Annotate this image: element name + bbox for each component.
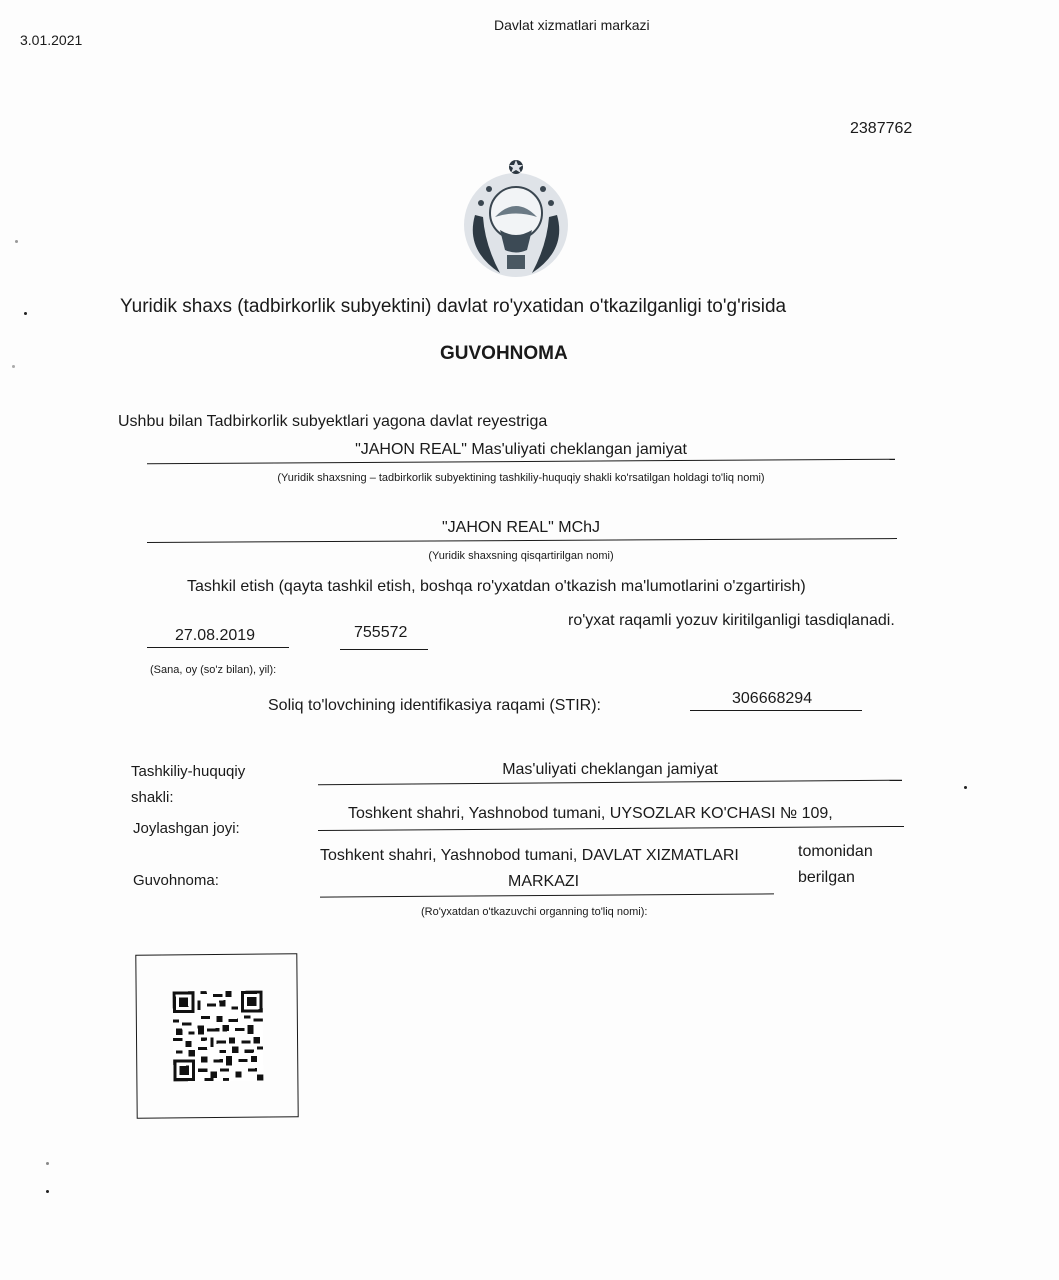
issuer-header: Davlat xizmatlari markazi: [494, 17, 650, 33]
qr-code-icon[interactable]: [173, 991, 264, 1082]
location-line: [318, 826, 904, 831]
location-label: Joylashgan joyi:: [133, 820, 240, 837]
registration-confirm: ro'yxat raqamli yozuv kiritilganligi tasdiqlanadi.: [568, 612, 895, 629]
page-title: GUVOHNOMA: [440, 343, 568, 364]
registration-action: Tashkil etish (qayta tashkil etish, boshqa ro'yxatdan o'tkazish ma'lumotlarini o'zgartirish): [187, 578, 806, 595]
full-name-caption: (Yuridik shaxsning – tadbirkorlik subyektining tashkiliy-huquqiy shakli ko'rsatilgan holdagi to'liq nomi): [277, 472, 765, 484]
document-number: 2387762: [850, 120, 913, 137]
registration-number-line: [340, 649, 428, 650]
certificate-label: Guvohnoma:: [133, 872, 219, 889]
short-name-value: "JAHON REAL" MChJ: [441, 519, 601, 536]
date-caption: (Sana, oy (so'z bilan), yil):: [150, 664, 277, 676]
issue-date: 3.01.2021: [20, 32, 83, 48]
certificate-suffix-2: berilgan: [798, 869, 855, 886]
legal-form-label-1: Tashkiliy-huquqiy: [131, 763, 246, 780]
registration-date-line: [147, 647, 289, 648]
short-name-caption: (Yuridik shaxsning qisqartirilgan nomi): [428, 550, 614, 562]
legal-form-label-2: shakli:: [131, 789, 174, 806]
full-name-line: [147, 459, 895, 465]
certificate-issuer-line: [320, 893, 774, 897]
scan-speck: [15, 240, 18, 243]
scan-speck: [46, 1190, 49, 1193]
stir-label: Soliq to'lovchining identifikasiya raqami (STIR):: [268, 697, 601, 714]
certificate-issuer-2: MARKAZI: [508, 873, 580, 890]
scan-speck: [964, 786, 967, 789]
registration-date: 27.08.2019: [175, 627, 256, 644]
legal-form-line: [318, 780, 902, 786]
scan-speck: [24, 312, 27, 315]
certificate-subtitle: Yuridik shaxs (tadbirkorlik subyektini) davlat ro'yxatidan o'tkazilganligi to'g'risida: [120, 296, 787, 317]
short-name-line: [147, 538, 897, 543]
certificate-issuer-1: Toshkent shahri, Yashnobod tumani, DAVLAT XIZMATLARI: [320, 847, 739, 864]
stir-line: [690, 710, 862, 711]
certificate-suffix-1: tomonidan: [798, 843, 873, 860]
full-name-value: "JAHON REAL" Mas'uliyati cheklangan jamiyat: [355, 441, 687, 458]
registration-number: 755572: [354, 624, 408, 641]
issuer-caption: (Ro'yxatdan o'tkazuvchi organning to'liq nomi):: [421, 906, 648, 918]
scan-speck: [46, 1162, 49, 1165]
legal-form-value: Mas'uliyati cheklangan jamiyat: [502, 761, 718, 778]
intro-text: Ushbu bilan Tadbirkorlik subyektlari yagona davlat reyestriga: [118, 413, 548, 430]
scan-speck: [12, 365, 15, 368]
state-emblem-icon: [455, 155, 577, 280]
location-value: Toshkent shahri, Yashnobod tumani, UYSOZLAR KO'CHASI № 109,: [348, 805, 833, 822]
stir-value: 306668294: [732, 690, 813, 707]
qr-frame: [135, 953, 298, 1118]
